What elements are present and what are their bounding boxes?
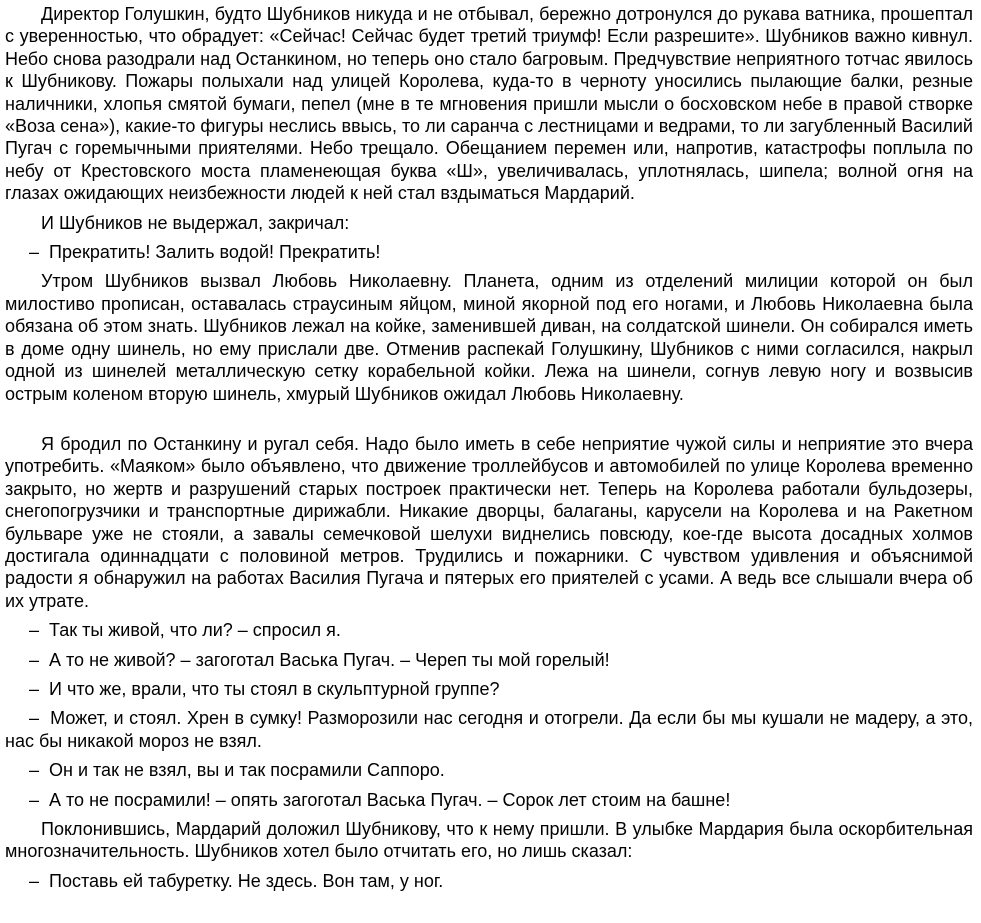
dialogue-line: – Может, и стоял. Хрен в сумку! Разморозили нас сегодня и отогрели. Да если бы мы кушали не мадеру, а это, нас бы никакой мороз не взял. — [5, 708, 973, 751]
dialogue-line: – А то не посрамили! – опять загоготал Васька Пугач. – Сорок лет стоим на башне! — [29, 789, 731, 810]
dialogue-line: – И что же, врали, что ты стоял в скульптурной группе? — [29, 678, 500, 699]
dialogue-line: – А то не живой? – загоготал Васька Пугач. – Череп ты мой горелый! — [29, 649, 610, 670]
narrative-paragraph: Утром Шубников вызвал Любовь Николаевну. Планета, одним из отделений милиции которой он был милостиво прописан, оставалась страусиным яйцом, миной якорной под его ногами, и Любовь Николаевна была обязана об этом знать. Шубников лежал на койке, заменившей диван, на солдатской шинели. Он собирался иметь в доме одну шинель, но ему прислали две. Отменив распекай Голушкину, Шубников с ними согласился, накрыл одной из шинелей металлическую сетку корабельной койки. Лежа на шинели, согнув левую ногу и возвысив острым коленом вторую шинель, хмурый Шубников ожидал Любовь Николаевну. — [5, 271, 973, 404]
dialogue-line: – Так ты живой, что ли? – спросил я. — [29, 620, 341, 641]
narrative-paragraph: И Шубников не выдержал, закричал: — [41, 212, 350, 233]
narrative-paragraph: Я бродил по Останкину и ругал себя. Надо было иметь в себе неприятие чужой силы и неприятие это вчера употребить. «Маяком» было объявлено, что движение троллейбусов и автомобилей по улице Королева временно закрыто, но жертв и разрушений старых построек практически нет. Теперь на Королева работали бульдозеры, снегопогрузчики и транспортные дирижабли. Никакие дворцы, балаганы, карусели на Королева и на Ракетном бульваре уже не стояли, а завалы семечковой шелухи виднелись повсюду, кое-где высота досадных холмов достигала одиннадцати с половиной метров. Трудились и пожарники. С чувством удивления и объяснимой радости я обнаружил на работах Василия Пугача и пятерых его приятелей с усами. А ведь все слышали вчера об их утрате. — [5, 433, 973, 611]
dialogue-line: – Прекратить! Залить водой! Прекратить! — [29, 242, 381, 263]
dialogue-line: – Поставь ей табуретку. Не здесь. Вон там, у ног. — [29, 870, 444, 891]
dialogue-line: – Он и так не взял, вы и так посрамили Саппоро. — [29, 760, 445, 781]
narrative-paragraph: Поклонившись, Мардарий доложил Шубникову, что к нему пришли. В улыбке Мардария была оскорбительная многозначительность. Шубников хотел было отчитать его, но лишь сказал: — [5, 819, 973, 862]
narrative-paragraph: Директор Голушкин, будто Шубников никуда и не отбывал, бережно дотронулся до рукава ватника, прошептал с уверенностью, что обрадует: «Сейчас! Сейчас будет третий триумф! Если разрешите». Шубников важно кивнул. Небо снова разодрали над Останкином, но теперь оно стало багровым. Предчувствие неприятного тотчас явилось к Шубникову. Пожары полыхали над улицей Королева, куда-то в черноту уносились пылающие балки, резные наличники, хлопья смятой бумаги, пепел (мне в те мгновения пришли мысли о босховском небе в правой створке «Воза сена»), какие-то фигуры неслись ввысь, то ли саранча с лестницами и ведрами, то ли загубленный Василий Пугач с горемычными приятелями. Небо трещало. Обещанием перемен или, напротив, катастрофы поплыла по небу от Крестовского моста пламенеющая буква «Ш», увеличивалась, уплотнялась, шипела; волной огня на глазах ожидающих неизбежности людей к ней стал вздыматься Мардарий. — [5, 4, 973, 204]
